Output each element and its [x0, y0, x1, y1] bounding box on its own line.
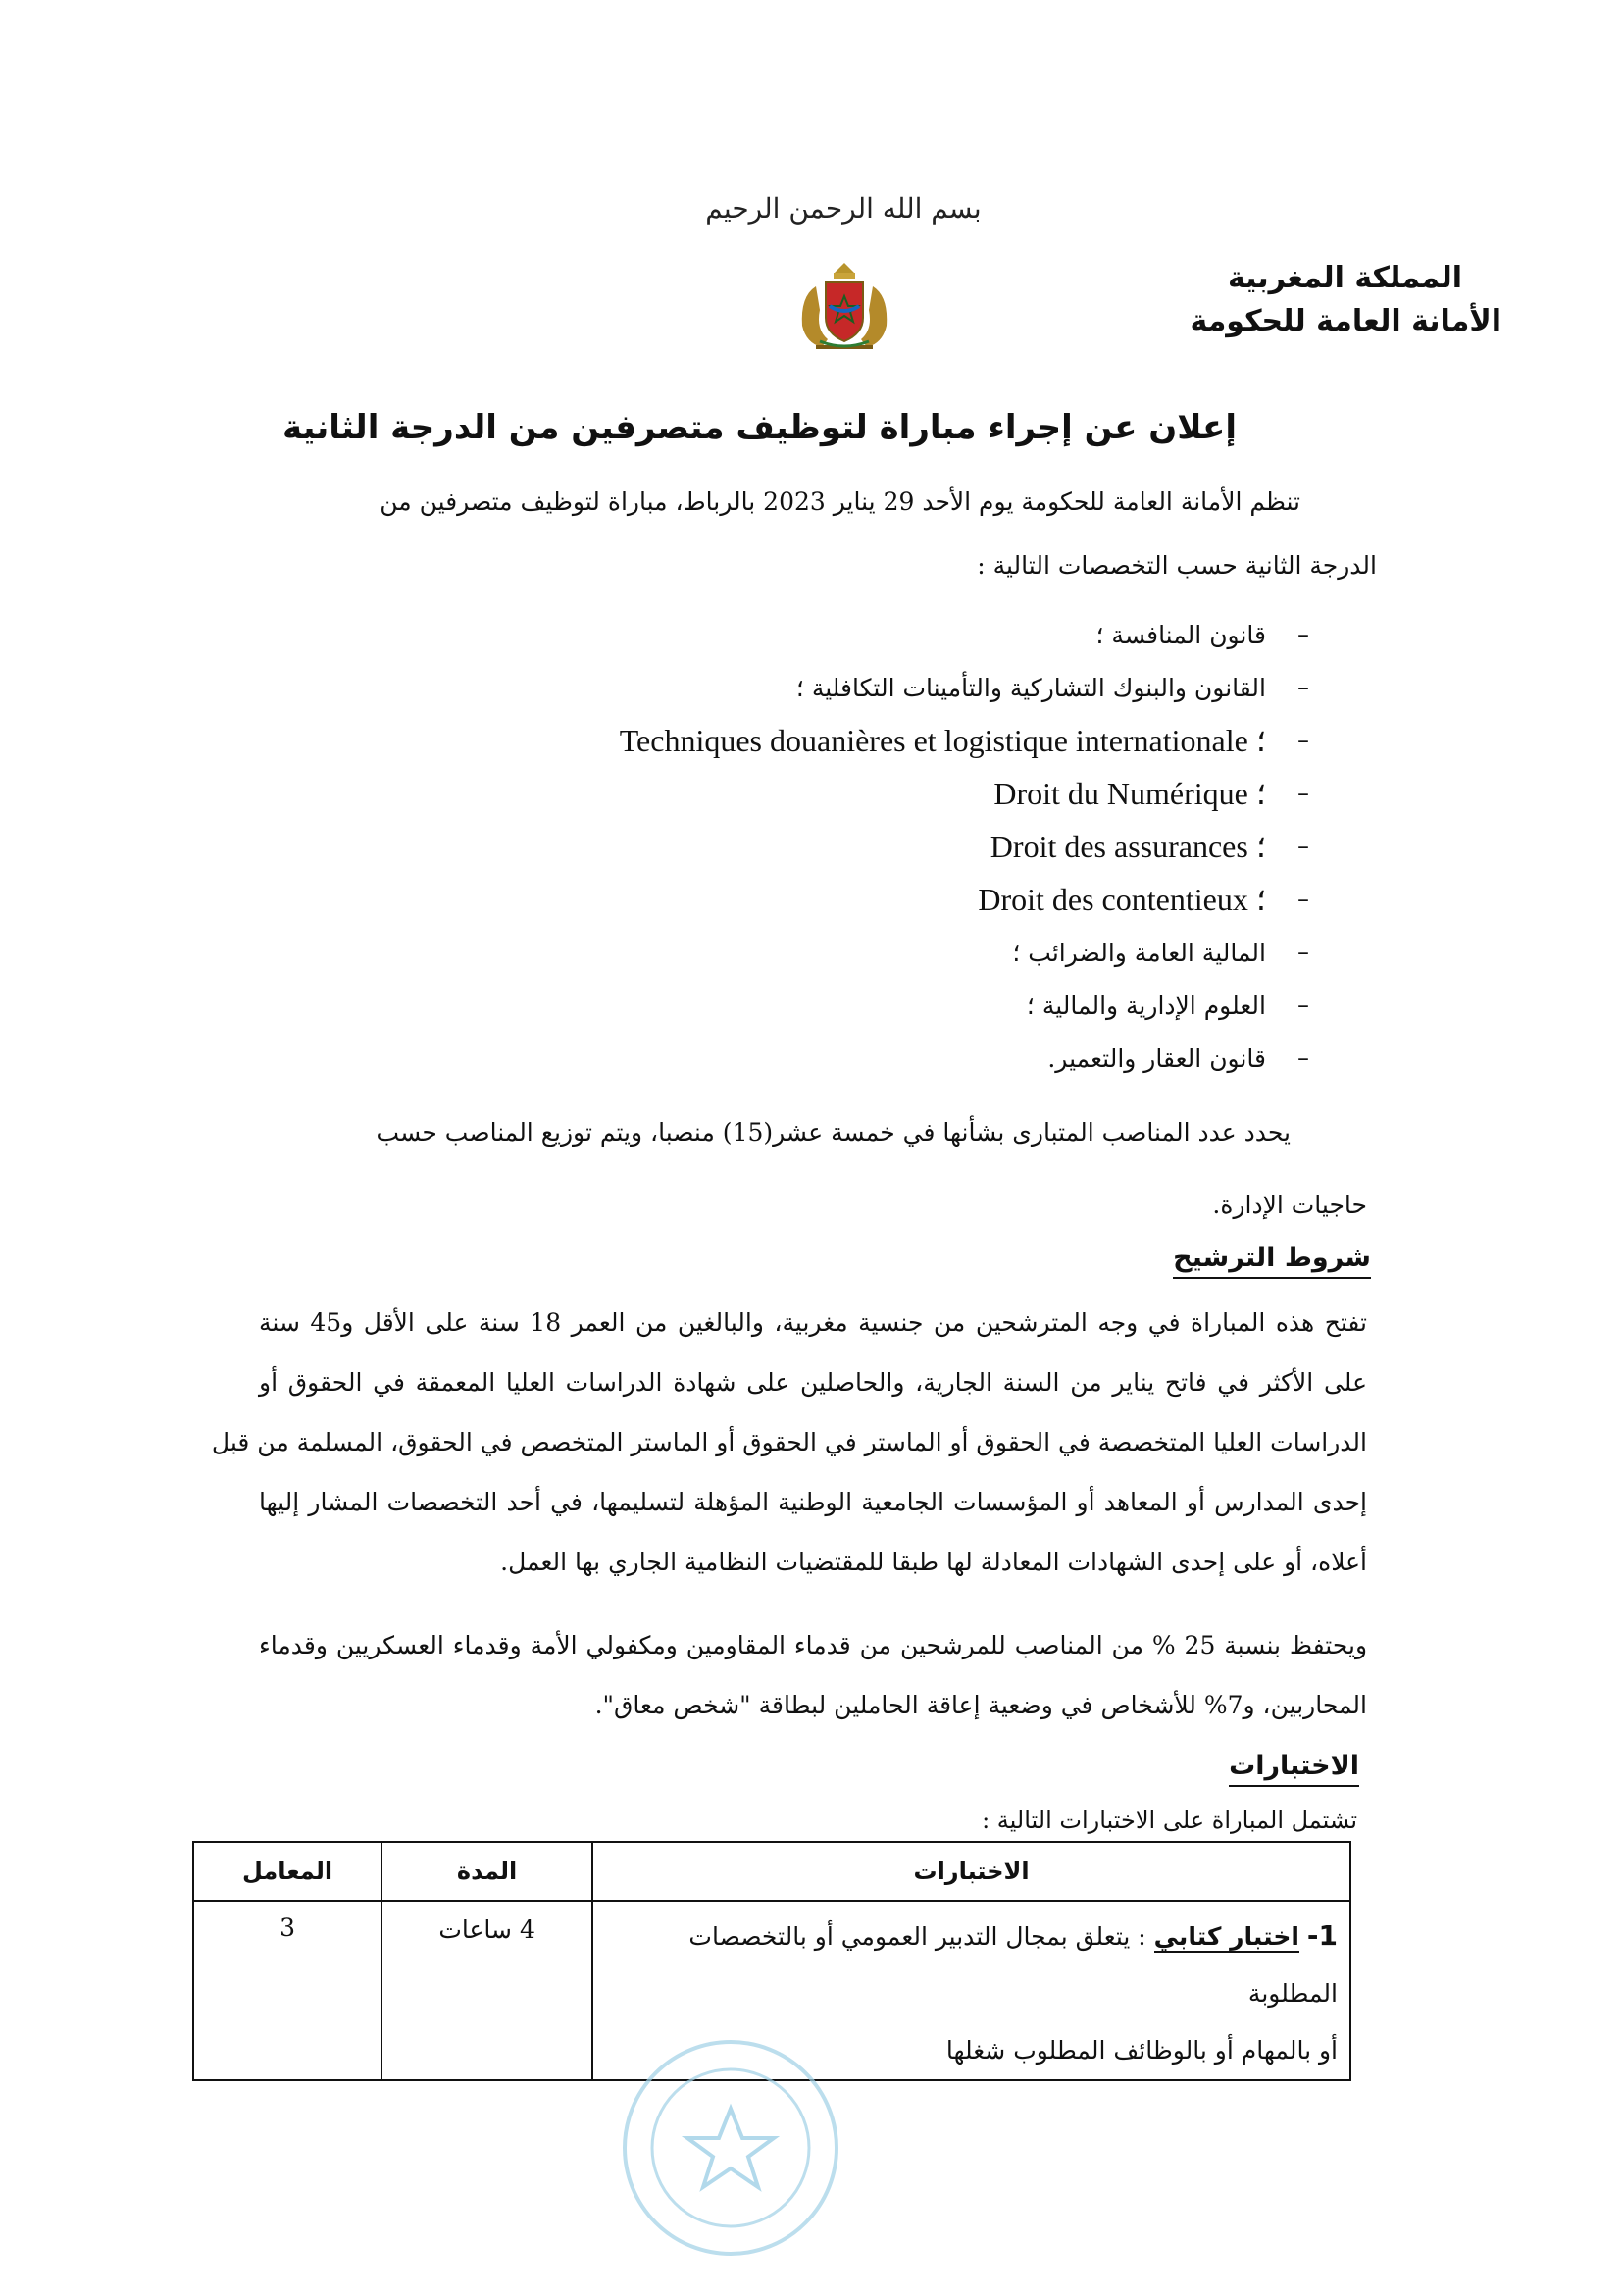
- announcement-title: إعلان عن إجراء مباراة لتوظيف متصرفين من الدرجة الثانية: [282, 408, 1237, 447]
- posts-line-1: يحدد عدد المناصب المتبارى بشأنها في خمسة عشر(15) منصبا، ويتم توزيع المناصب حسب: [376, 1118, 1291, 1147]
- exam-duration: 4 ساعات: [438, 1915, 535, 1944]
- list-item: [432, 926, 1315, 979]
- conditions-paragraph: [211, 1293, 1368, 1592]
- specialty-label: القانون والبنوك التشاركية والتأمينات التكافلية ؛: [795, 673, 1266, 702]
- list-item: [432, 661, 1315, 714]
- list-item: [432, 714, 1315, 767]
- exam-coefficient-cell: [193, 1901, 381, 2080]
- quota-line: المحاربين، و7% للأشخاص في وضعية إعاقة الحاملين لبطاقة "شخص معاق".: [594, 1691, 1367, 1719]
- exam-coefficient: 3: [279, 1913, 296, 1942]
- dash-bullet: –: [1297, 727, 1309, 754]
- conditions-line: إحدى المدارس أو المعاهد أو المؤسسات الجامعية الوطنية المؤهلة لتسليمها، في أحد التخصصات المشار إليها: [259, 1488, 1367, 1516]
- specialty-label: المالية العامة والضرائب ؛: [1012, 938, 1266, 967]
- column-header-coefficient: المعامل: [193, 1842, 381, 1901]
- list-item: [432, 1032, 1315, 1085]
- exam-number: 1-: [1306, 1919, 1338, 1952]
- dash-bullet: –: [1297, 1045, 1309, 1072]
- exam-desc-line-2: أو بالمهام أو بالوظائف المطلوب شغلها: [945, 2036, 1338, 2065]
- conditions-line: أعلاه، أو على إحدى الشهادات المعادلة لها طبقا للمقتضيات النظامية الجاري بها العمل.: [500, 1548, 1367, 1576]
- list-item: [432, 979, 1315, 1032]
- specialty-label: قانون العقار والتعمير.: [1047, 1044, 1266, 1073]
- dash-bullet: –: [1297, 886, 1309, 913]
- intro-line-2: الدرجة الثانية حسب التخصصات التالية :: [977, 551, 1377, 580]
- quota-paragraph: [259, 1615, 1367, 1735]
- specialty-label: قانون المنافسة ؛: [1095, 620, 1266, 649]
- column-header-tests: الاختبارات: [592, 1842, 1350, 1901]
- dash-bullet: –: [1297, 780, 1309, 807]
- posts-line-2: حاجيات الإدارة.: [1212, 1191, 1367, 1219]
- institution-name: الأمانة العامة للحكومة: [1190, 304, 1501, 338]
- specialty-label: Droit des assurances ؛: [990, 829, 1266, 864]
- column-header-duration: المدة: [381, 1842, 592, 1901]
- exam-desc-line-1: : يتعلق بمجال التدبير العمومي أو بالتخصصات المطلوبة: [688, 1922, 1338, 2008]
- specialty-label: Droit des contentieux ؛: [978, 882, 1266, 917]
- intro-line-1: تنظم الأمانة العامة للحكومة يوم الأحد 29 يناير 2023 بالرباط، مباراة لتوظيف متصرفين من: [380, 487, 1300, 516]
- official-stamp-icon: [618, 2035, 843, 2261]
- dash-bullet: –: [1297, 674, 1309, 701]
- dash-bullet: –: [1297, 833, 1309, 860]
- dash-bullet: –: [1297, 621, 1309, 648]
- conditions-line: الدراسات العليا المتخصصة في الحقوق أو الماستر في الحقوق أو الماستر المتخصص في الحقوق، المسلمة من قبل: [211, 1428, 1367, 1456]
- kingdom-name: المملكة المغربية: [1227, 261, 1462, 295]
- list-item: [432, 873, 1315, 926]
- specialty-label: Droit du Numérique ؛: [993, 776, 1266, 811]
- exam-duration-cell: [381, 1901, 592, 2080]
- issuer-header: [1191, 257, 1501, 343]
- table-header-row: [193, 1842, 1350, 1901]
- exams-heading: الاختبارات: [1229, 1751, 1359, 1787]
- list-item: [432, 820, 1315, 873]
- specialties-list: [432, 608, 1315, 1085]
- dash-bullet: –: [1297, 992, 1309, 1019]
- basmala: بسم الله الرحمن الرحيم: [705, 192, 982, 225]
- list-item: [432, 608, 1315, 661]
- list-item: [432, 767, 1315, 820]
- dash-bullet: –: [1297, 939, 1309, 966]
- exam-kind: اختبار كتابي: [1153, 1922, 1299, 1951]
- exams-intro: تشتمل المباراة على الاختبارات التالية :: [982, 1807, 1357, 1834]
- conditions-heading: شروط الترشيح: [1173, 1243, 1371, 1279]
- quota-line: ويحتفظ بنسبة 25 % من المناصب للمرشحين من قدماء المقاومين ومكفولي الأمة وقدماء العسكريين وقدماء: [259, 1631, 1368, 1659]
- conditions-line: تفتح هذه المباراة في وجه المترشحين من جنسية مغربية، والبالغين من العمر 18 سنة على الأقل و45 سنة: [259, 1308, 1368, 1337]
- royal-emblem-icon: [787, 257, 902, 355]
- specialty-label: Techniques douanières et logistique internationale ؛: [619, 723, 1266, 758]
- specialty-label: العلوم الإدارية والمالية ؛: [1026, 991, 1266, 1020]
- conditions-line: على الأكثر في فاتح يناير من السنة الجارية، والحاصلين على شهادة الدراسات العليا المعمقة في الحقوق أو: [259, 1368, 1367, 1397]
